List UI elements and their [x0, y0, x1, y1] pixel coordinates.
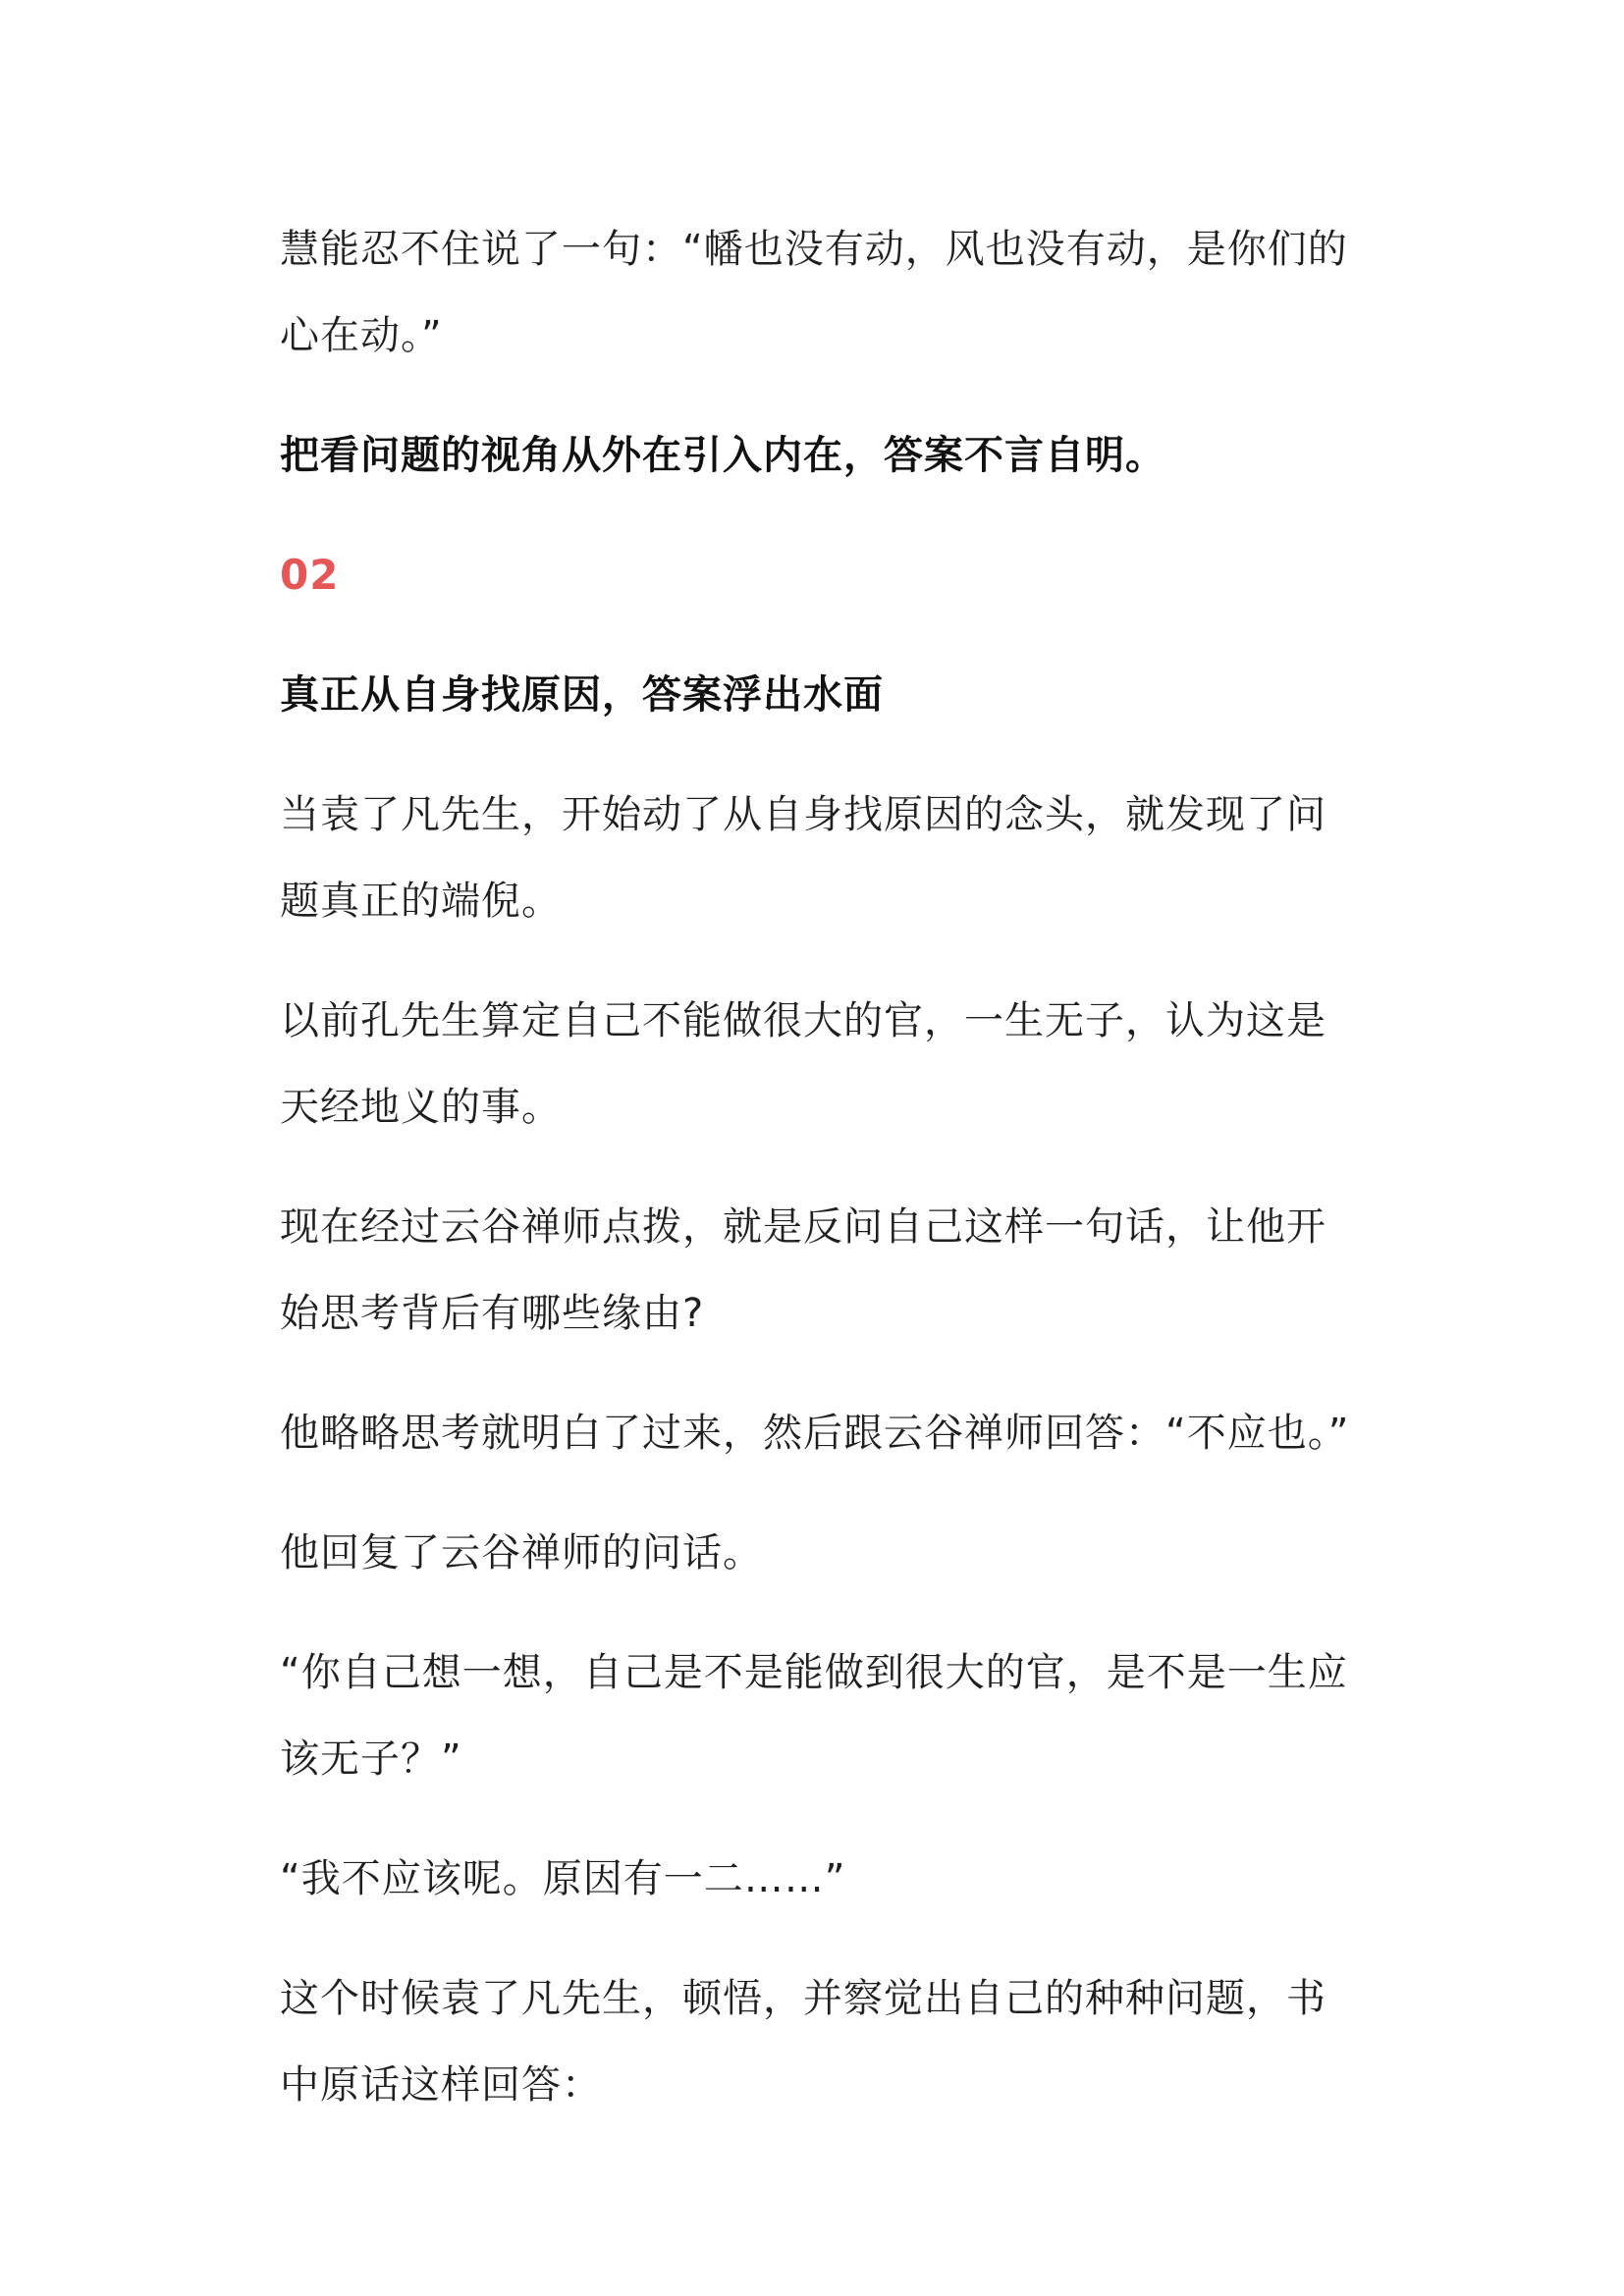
paragraph-master-guidance: 现在经过云谷禅师点拨，就是反问自己这样一句话，让他开始思考背后有哪些缘由?: [280, 1204, 1326, 1336]
paragraph-response: “我不应该呢。原因有一二……”: [280, 1856, 846, 1901]
article-body: [280, 206, 1360, 2162]
section-number: 02: [280, 551, 340, 599]
section-heading: 真正从自身找原因，答案浮出水面: [280, 672, 884, 718]
paragraph-key-insight: 把看问题的视角从外在引入内在，答案不言自明。: [280, 433, 1165, 478]
paragraph-realization: 这个时候袁了凡先生，顿悟，并察觉出自己的种种问题，书中原话这样回答：: [280, 1976, 1326, 2108]
paragraph-answer: 他略略思考就明白了过来，然后跟云谷禅师回答：“不应也。”: [280, 1411, 1350, 1456]
paragraph-huineng-quote: 慧能忍不住说了一句：“幡也没有动，风也没有动，是你们的心在动。”: [280, 227, 1348, 358]
paragraph-self-reflection: 当袁了凡先生，开始动了从自身找原因的念头，就发现了问题真正的端倪。: [280, 792, 1326, 924]
paragraph-question: “你自己想一想，自己是不是能做到很大的官，是不是一生应该无子？”: [280, 1650, 1348, 1782]
paragraph-reply: 他回复了云谷禅师的问话。: [280, 1530, 763, 1575]
paragraph-past-belief: 以前孔先生算定自己不能做很大的官，一生无子，认为这是天经地义的事。: [280, 998, 1326, 1130]
